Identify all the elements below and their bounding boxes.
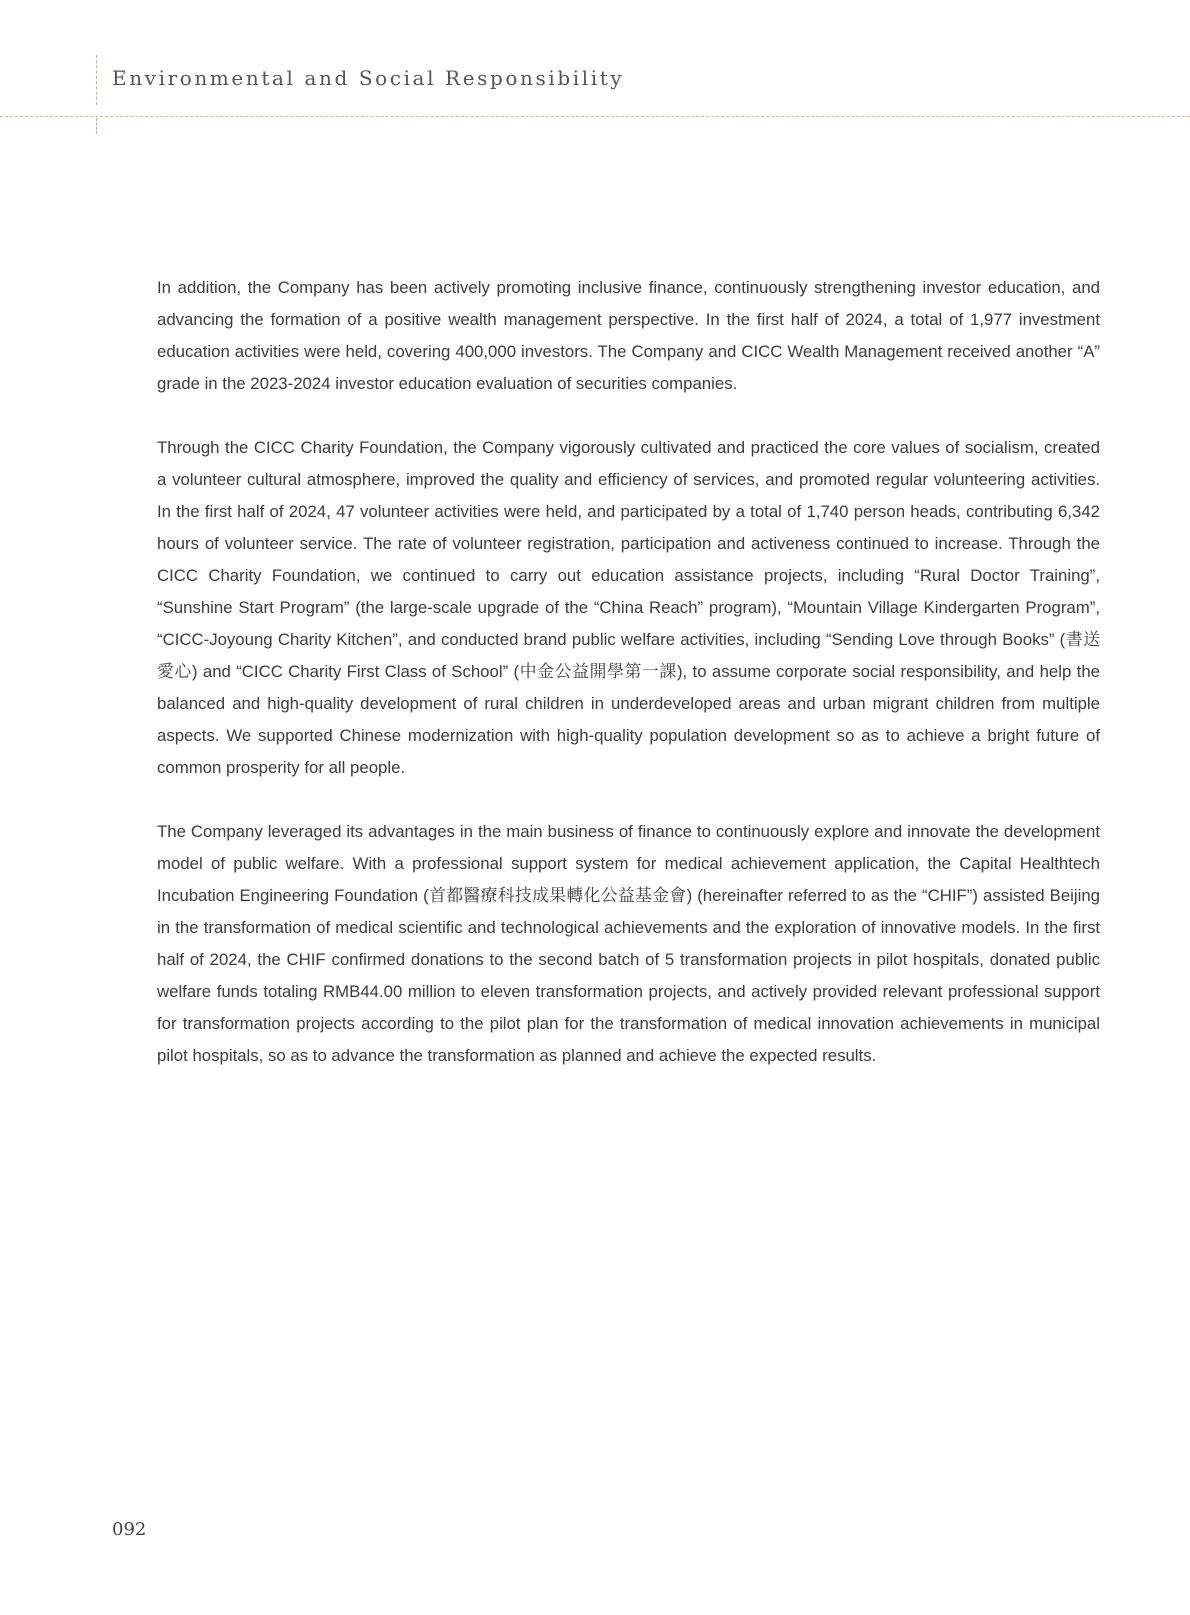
body-text [157,272,1100,1104]
paragraph: In addition, the Company has been actively promoting inclusive finance, continuously strengthening investor education, and advancing the formation of a positive wealth management perspective. In the first half of 2024, a total of 1,977 investment education activities were held, covering 400,000 investors. The Company and CICC Wealth Management received another “A” grade in the 2023-2024 investor education evaluation of securities companies. [157,278,1100,393]
page-header [0,0,1190,140]
section-title: Environmental and Social Responsibility [112,66,625,90]
header-tick-mark [96,55,97,105]
page-number: 092 [112,1519,147,1540]
header-dashed-rule [0,116,1190,117]
paragraph: Through the CICC Charity Foundation, the Company vigorously cultivated and practiced the core values of socialism, created a volunteer cultural atmosphere, improved the quality and efficiency of services, and promoted regular volunteering activities. In the first half of 2024, 47 volunteer activities were held, and participated by a total of 1,740 person heads, contributing 6,342 hours of volunteer service. The rate of volunteer registration, participation and activeness continued to increase. Through the CICC Charity Foundation, we continued to carry out education assistance projects, including “Rural Doctor Training”, “Sunshine Start Program” (the large-scale upgrade of the “China Reach” program), “Mountain Village Kindergarten Program”, “CICC-Joyoung Charity Kitchen”, and conducted brand public welfare activities, including “Sending Love through Books” (書送愛心) and “CICC Charity First Class of School” (中金公益開學第一課), to assume corporate social responsibility, and help the balanced and high-quality development of rural children in underdeveloped areas and urban migrant children from multiple aspects. We supported Chinese modernization with high-quality population development so as to achieve a bright future of common prosperity for all people. [157,438,1100,777]
paragraph: The Company leveraged its advantages in the main business of finance to continuously explore and innovate the development model of public welfare. With a professional support system for medical achievement application, the Capital Healthtech Incubation Engineering Foundation (首都醫療科技成果轉化公益基金會) (hereinafter referred to as the “CHIF”) assisted Beijing in the transformation of medical scientific and technological achievements and the exploration of innovative models. In the first half of 2024, the CHIF confirmed donations to the second batch of 5 transformation projects in pilot hospitals, donated public welfare funds totaling RMB44.00 million to eleven transformation projects, and actively provided relevant professional support for transformation projects according to the pilot plan for the transformation of medical innovation achievements in municipal pilot hospitals, so as to advance the transformation as planned and achieve the expected results. [157,822,1100,1065]
header-tick-mark [96,118,97,134]
